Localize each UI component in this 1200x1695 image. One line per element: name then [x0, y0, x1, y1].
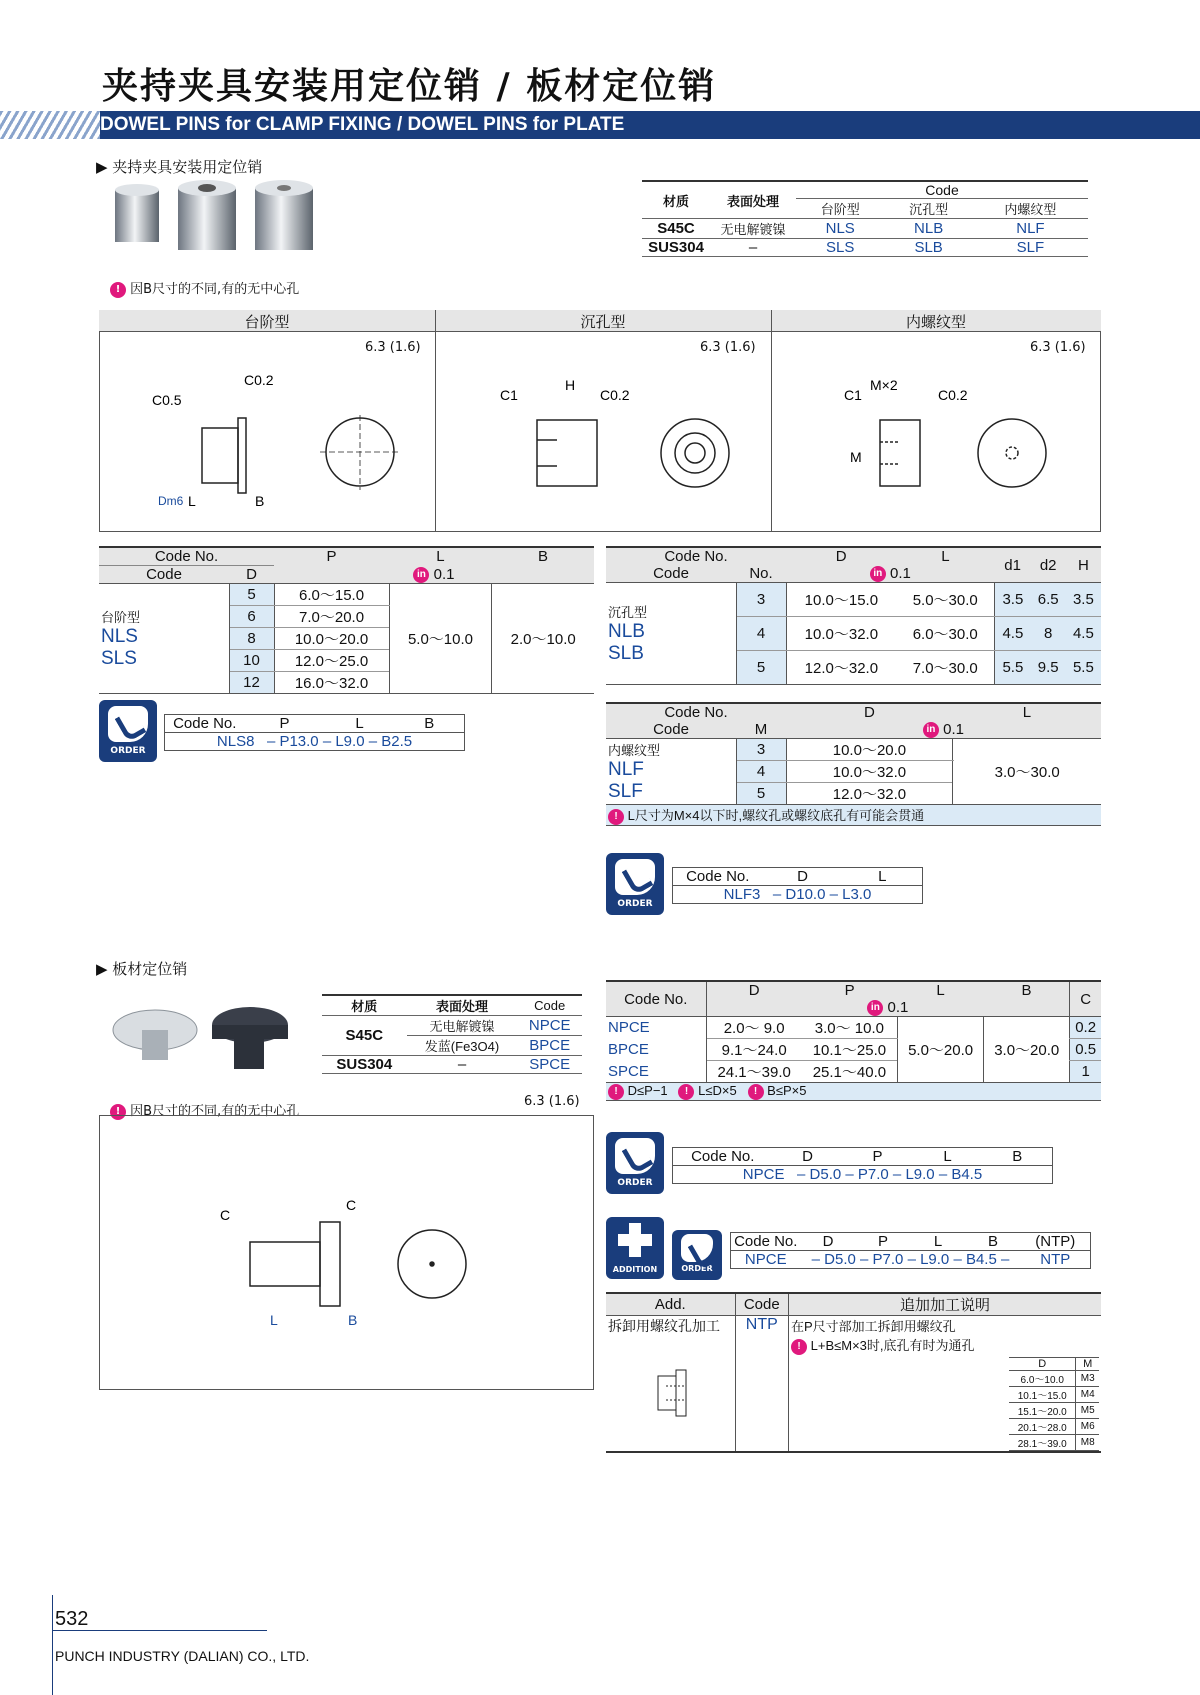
th: B [1012, 1148, 1023, 1165]
th: C [1070, 981, 1101, 1017]
th: B [987, 1233, 998, 1250]
th: Code No. [664, 704, 728, 721]
v: B4.5 [951, 1166, 983, 1183]
b: 2.0～10.0 [492, 584, 594, 694]
drawing-tapped-type [800, 370, 1060, 520]
drawing-step-type [140, 360, 400, 520]
v: D5.0 [809, 1166, 842, 1183]
add-desc: 在P尺寸部加工拆卸用螺纹孔 [791, 1319, 956, 1334]
svg-text:C0.2: C0.2 [600, 387, 630, 403]
code: SLF [608, 781, 643, 803]
tolerance-icon: in [870, 566, 886, 582]
type-label-tapped: 内螺纹型 [905, 313, 966, 331]
v: – [892, 1166, 902, 1183]
code: NLS [101, 626, 138, 647]
code: SLB [884, 239, 972, 257]
th: L [436, 548, 445, 566]
mat: SUS304 [322, 1056, 407, 1074]
svg-text:L: L [270, 1312, 278, 1328]
type-label-step: 台阶型 [244, 313, 290, 331]
surface: 无电解镀镍 [407, 1016, 518, 1036]
svg-text:C: C [220, 1207, 231, 1223]
code: NPCE [606, 1017, 706, 1039]
l: 3.0～30.0 [953, 739, 1101, 805]
type: 台阶型 [101, 610, 141, 625]
th: 0.1 [433, 565, 455, 583]
add-code: NTP [735, 1316, 788, 1452]
cell: 5.5 [1066, 651, 1101, 685]
order-label: ORDER [681, 1264, 713, 1273]
p: 16.0～32.0 [274, 672, 389, 694]
th: L [936, 982, 945, 999]
th: Code No. [173, 715, 237, 732]
mat-hdr: 材质 [642, 181, 710, 219]
note: B≤P×5 [767, 1083, 807, 1099]
order-example-addition [730, 1232, 1091, 1269]
surface: 无电解镀镍 [710, 219, 796, 239]
th: Add. [606, 1293, 735, 1316]
table-nlf [606, 702, 1101, 826]
code: SLS [796, 239, 884, 257]
v: NPCE [742, 1166, 785, 1183]
surface: 发蓝(Fe3O4) [407, 1036, 518, 1056]
th: D [246, 566, 257, 583]
divider [771, 310, 772, 532]
th: Code [653, 721, 689, 739]
cell: 5.0～30.0 [896, 583, 994, 617]
th: P [844, 982, 855, 999]
material-table-clamp [642, 180, 1088, 257]
v: NPCE [744, 1251, 787, 1268]
th: Code No. [691, 1148, 755, 1165]
order-badge [606, 853, 664, 915]
surface-hdr: 表面处理 [710, 181, 796, 219]
code: NLB [884, 219, 972, 239]
divider [435, 310, 436, 532]
th: 表面处理 [407, 995, 518, 1016]
table-npce [606, 980, 1101, 1101]
th: P [279, 715, 290, 732]
code: SPCE [606, 1061, 706, 1083]
th: Code No. [606, 981, 706, 1017]
info-icon: ! [608, 809, 624, 825]
order-label: ORDER [110, 746, 146, 756]
code: SLB [608, 643, 644, 665]
code: BPCE [606, 1039, 706, 1061]
d: 9.1～24.0 [706, 1039, 802, 1061]
cell: 9.5 [1031, 651, 1066, 685]
note: L≤D×5 [698, 1083, 737, 1099]
v: B2.5 [381, 733, 413, 750]
v: – D5.0 – P7.0 – L9.0 – B4.5 – [811, 1251, 1010, 1268]
svg-text:C0.5: C0.5 [152, 392, 182, 408]
th: d1 [1004, 556, 1021, 574]
drawing-plate-pin [200, 1180, 490, 1340]
v: D10.0 [785, 886, 826, 903]
addition-label: ADDITION [612, 1265, 658, 1274]
info-icon: ! [791, 1339, 807, 1355]
cell: 4.5 [1066, 617, 1101, 651]
order-example-npce [672, 1147, 1053, 1184]
th: B [424, 715, 435, 732]
info-icon: ! [110, 1104, 126, 1120]
tolerance-icon: in [413, 567, 429, 583]
d: 10.0～32.0 [786, 761, 953, 783]
th: Code [146, 566, 182, 583]
d: 6 [229, 606, 274, 628]
th: M [1083, 1357, 1093, 1370]
cell: M6 [1080, 1420, 1095, 1432]
th: d2 [1039, 556, 1057, 574]
cell: 10.1～15.0 [1009, 1386, 1076, 1402]
p: 10.0～20.0 [274, 628, 389, 650]
title-bar-hatch [0, 111, 100, 139]
note: L尺寸为M×4以下时,螺纹孔或螺纹底孔有可能会贯通 [627, 808, 925, 824]
cell: M4 [1080, 1388, 1095, 1400]
th: 0.1 [890, 565, 911, 582]
phone-icon [615, 859, 655, 895]
info-icon: ! [608, 1084, 624, 1100]
cell: 28.1～39.0 [1009, 1434, 1076, 1450]
svg-text:H: H [565, 377, 576, 393]
d: 10 [229, 650, 274, 672]
phone-icon [681, 1234, 713, 1262]
th: D [1009, 1357, 1076, 1370]
order-badge [606, 1132, 664, 1194]
th: Code [653, 565, 689, 583]
th: D [864, 704, 875, 721]
material-table-plate [322, 994, 582, 1074]
code-sub: 内螺纹型 [973, 199, 1088, 219]
addition-badge [606, 1217, 664, 1279]
page-subtitle: DOWEL PINS for CLAMP FIXING / DOWEL PINS for PLATE [100, 114, 625, 135]
cell: 3 [736, 583, 786, 617]
table-addition [606, 1292, 1101, 1453]
d: 12.0～32.0 [832, 786, 907, 804]
mat: SUS304 [642, 239, 710, 257]
note-text: 因B尺寸的不同,有的无中心孔 [130, 282, 300, 297]
th: P [872, 1148, 883, 1165]
v: L9.0 [335, 733, 365, 750]
type: 沉孔型 [608, 605, 648, 621]
cell: 20.1～28.0 [1009, 1418, 1076, 1434]
order-badge [99, 700, 157, 762]
th: 追加加工说明 [899, 1297, 990, 1314]
note-center-hole [110, 278, 299, 298]
p: 25.1～40.0 [812, 1064, 887, 1082]
v: – [845, 1166, 854, 1183]
code: NLF [973, 219, 1088, 239]
v: – [266, 733, 276, 750]
th: P [877, 1233, 888, 1250]
th: Code No. [686, 868, 750, 885]
th: (NTP) [1035, 1233, 1076, 1250]
th: D [822, 1233, 834, 1250]
th: D [802, 1148, 813, 1165]
b: 3.0～20.0 [994, 1042, 1060, 1060]
v: – [797, 1166, 806, 1183]
c: 0.5 [1070, 1039, 1101, 1061]
surface: – [710, 239, 796, 257]
th: No. [749, 565, 773, 583]
cell: 6.5 [1031, 583, 1066, 617]
info-icon: ! [678, 1084, 694, 1100]
d: 12 [229, 672, 274, 694]
cell: 3.5 [995, 583, 1031, 617]
th: Code No. [99, 547, 274, 566]
cell: 4.5 [995, 617, 1031, 651]
th: D [835, 548, 847, 565]
l: 5.0～10.0 [389, 584, 492, 694]
plus-icon [618, 1223, 652, 1257]
roughness-mark: 6.3 (1.6) [524, 1094, 580, 1109]
cell: M3 [1080, 1372, 1095, 1384]
v: – [772, 886, 782, 903]
phone-icon [615, 1138, 655, 1174]
table-nlb [606, 546, 1101, 685]
svg-text:C1: C1 [844, 387, 862, 403]
product-photo-clamp [110, 178, 340, 260]
th: L [878, 868, 887, 885]
tolerance-icon: in [867, 1000, 883, 1016]
note: D≤P−1 [627, 1083, 668, 1099]
tolerance-icon: in [923, 722, 939, 738]
svg-text:C1: C1 [500, 387, 518, 403]
th: L [933, 1233, 943, 1250]
m: 4 [736, 761, 786, 783]
l: 5.0～20.0 [898, 1017, 984, 1083]
th: L [941, 548, 950, 565]
th: Code No. [664, 548, 728, 565]
th: L [355, 715, 364, 732]
code: BPCE [517, 1036, 582, 1056]
svg-text:M×2: M×2 [870, 377, 898, 393]
surface: – [407, 1056, 518, 1074]
v: – [938, 1166, 948, 1183]
cell: M8 [1080, 1436, 1095, 1448]
svg-text:C0.2: C0.2 [938, 387, 968, 403]
th: M [754, 721, 768, 739]
company-name: PUNCH INDUSTRY (DALIAN) CO., LTD. [55, 1648, 310, 1664]
v: L3.0 [842, 886, 872, 903]
phone-icon [108, 706, 148, 742]
table-nls [99, 546, 594, 694]
th: P [326, 548, 337, 566]
code: NPCE [517, 1016, 582, 1036]
add-name: 拆卸用螺纹孔加工 [608, 1318, 720, 1334]
th: L [943, 1148, 952, 1165]
cell: 5 [736, 651, 786, 685]
m: 3 [736, 739, 786, 761]
cell: 10.0～32.0 [786, 617, 896, 651]
code: SPCE [517, 1056, 582, 1074]
v: P7.0 [857, 1166, 889, 1183]
th: Code No. [734, 1233, 798, 1250]
cell: 8 [1031, 617, 1066, 651]
th: Code [735, 1293, 788, 1316]
cell: 4 [736, 617, 786, 651]
info-icon: ! [110, 282, 126, 298]
th: L [1022, 704, 1032, 721]
p: 3.0～ 10.0 [802, 1017, 898, 1039]
d: 2.0～ 9.0 [706, 1017, 802, 1039]
th: H [1077, 556, 1089, 574]
cell: 10.0～15.0 [786, 583, 896, 617]
code-sub: 台阶型 [796, 199, 884, 219]
th: 材质 [322, 995, 407, 1016]
roughness-mark: 6.3 (1.6) [1030, 340, 1086, 355]
v: – [322, 733, 332, 750]
th: B [1021, 982, 1032, 999]
cell: M5 [1080, 1404, 1095, 1416]
m-table [1009, 1357, 1099, 1451]
p: 7.0～20.0 [274, 606, 389, 628]
th: 0.1 [887, 999, 909, 1016]
svg-text:M: M [850, 449, 862, 465]
svg-text:B: B [348, 1312, 358, 1328]
page-title: 夹持夹具安装用定位销 / 板材定位销 [102, 66, 717, 107]
svg-text:B: B [255, 493, 265, 509]
svg-text:L: L [188, 493, 196, 509]
v: L9.0 [905, 1166, 935, 1183]
mat: S45C [322, 1016, 407, 1056]
th: B [537, 548, 548, 566]
note-text: 因B尺寸的不同,有的无中心孔 [130, 1104, 300, 1119]
info-icon: ! [748, 1084, 764, 1100]
order-label: ORDER [617, 899, 653, 909]
code: NLB [608, 621, 645, 643]
svg-text:Dm6: Dm6 [158, 494, 184, 508]
order-example-nlf [672, 867, 923, 904]
cell: 3.5 [1066, 583, 1101, 617]
v: NLS8 [216, 733, 255, 750]
svg-text:C: C [346, 1197, 357, 1213]
product-photo-plate [110, 990, 290, 1080]
drawing-counterbore-type [480, 370, 740, 520]
order-example-nls [164, 714, 465, 751]
section-heading-clamp: ▶ 夹持夹具安装用定位销 [96, 158, 263, 176]
m: 5 [736, 783, 786, 805]
cell: 6.0～10.0 [1009, 1370, 1076, 1386]
v: – [368, 733, 378, 750]
order-badge [672, 1230, 722, 1280]
svg-text:C0.2: C0.2 [244, 372, 274, 388]
cell: 12.0～32.0 [786, 651, 896, 685]
v: NTP [1040, 1251, 1071, 1268]
th: D [748, 982, 760, 999]
ntp-diagram [638, 1356, 718, 1426]
cell: 7.0～30.0 [896, 651, 994, 685]
code: NLF [608, 759, 644, 781]
footer-rule [52, 1595, 53, 1695]
code: SLF [973, 239, 1088, 257]
th: D [797, 868, 808, 885]
section-heading-plate: ▶ 板材定位销 [96, 960, 188, 978]
v: P13.0 [279, 733, 319, 750]
cell: 5.5 [995, 651, 1031, 685]
page-number: 532 [55, 1608, 89, 1630]
p: 12.0～25.0 [274, 650, 389, 672]
v: NLF3 [723, 886, 761, 903]
p: 10.1～25.0 [802, 1039, 898, 1061]
roughness-mark: 6.3 (1.6) [700, 340, 756, 355]
p: 6.0～15.0 [274, 584, 389, 606]
c: 1 [1070, 1061, 1101, 1083]
type: 内螺纹型 [608, 743, 661, 759]
add-note: L+B≤M×3时,底孔有时为通孔 [810, 1338, 975, 1353]
d: 10.0～20.0 [786, 739, 953, 761]
th: 0.1 [943, 721, 965, 738]
code-hdr: Code [796, 181, 1088, 199]
code: NLS [796, 219, 884, 239]
d: 24.1～39.0 [717, 1064, 791, 1082]
order-label: ORDER [617, 1178, 653, 1188]
cell: 15.1～20.0 [1009, 1402, 1076, 1418]
mat: S45C [642, 219, 710, 239]
d: 5 [229, 584, 274, 606]
th: Code [517, 995, 582, 1016]
code: SLS [101, 648, 137, 669]
v: – [829, 886, 838, 903]
roughness-mark: 6.3 (1.6) [365, 340, 421, 355]
c: 0.2 [1070, 1017, 1101, 1039]
d: 8 [229, 628, 274, 650]
type-label-counterbore: 沉孔型 [580, 313, 626, 331]
cell: 6.0～30.0 [896, 617, 994, 651]
code-sub: 沉孔型 [884, 199, 972, 219]
